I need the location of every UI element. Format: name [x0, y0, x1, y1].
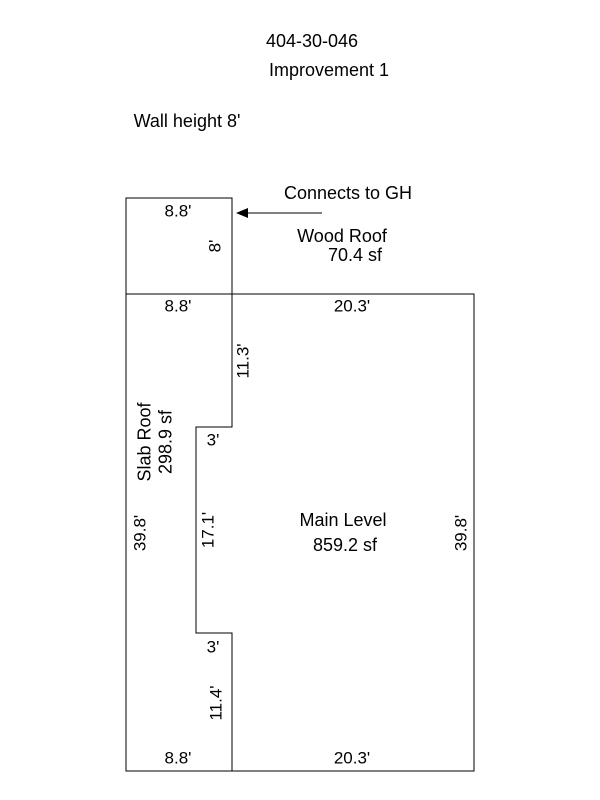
building-outline — [126, 294, 474, 771]
main-level-area: 859.2 sf — [312, 535, 378, 555]
dim-step-lower: 3' — [206, 637, 220, 657]
dim-step-upper: 3' — [206, 430, 220, 450]
parcel-id: 404-30-046 — [265, 31, 359, 51]
dim-inner-lower: 11.4' — [206, 685, 226, 721]
dim-right-side: 39.8' — [451, 514, 471, 552]
dim-wood-roof-top: 8.8' — [164, 201, 192, 221]
connects-arrow — [236, 208, 322, 218]
dim-main-top: 20.3' — [333, 296, 371, 316]
improvement-title: Improvement 1 — [268, 60, 390, 80]
slab-roof-label — [134, 402, 175, 481]
wood-roof-name: Wood Roof — [297, 226, 387, 246]
dim-slab-bottom: 8.8' — [164, 748, 192, 768]
wall-height-note: Wall height 8' — [133, 111, 241, 131]
dim-inner-middle: 17.1' — [198, 511, 218, 549]
dim-slab-top: 8.8' — [164, 296, 192, 316]
dim-left-side: 39.8' — [130, 514, 150, 552]
main-level-name: Main Level — [299, 510, 387, 530]
dim-wood-roof-side: 8' — [205, 239, 225, 253]
wood-roof-area: 70.4 sf — [327, 245, 383, 265]
slab-roof-area: 298.9 sf — [155, 409, 175, 475]
dim-main-bottom: 20.3' — [333, 748, 371, 768]
connects-label: Connects to GH — [283, 183, 413, 203]
slab-roof-name: Slab Roof — [134, 402, 155, 482]
dim-inner-upper: 11.3' — [233, 343, 253, 379]
